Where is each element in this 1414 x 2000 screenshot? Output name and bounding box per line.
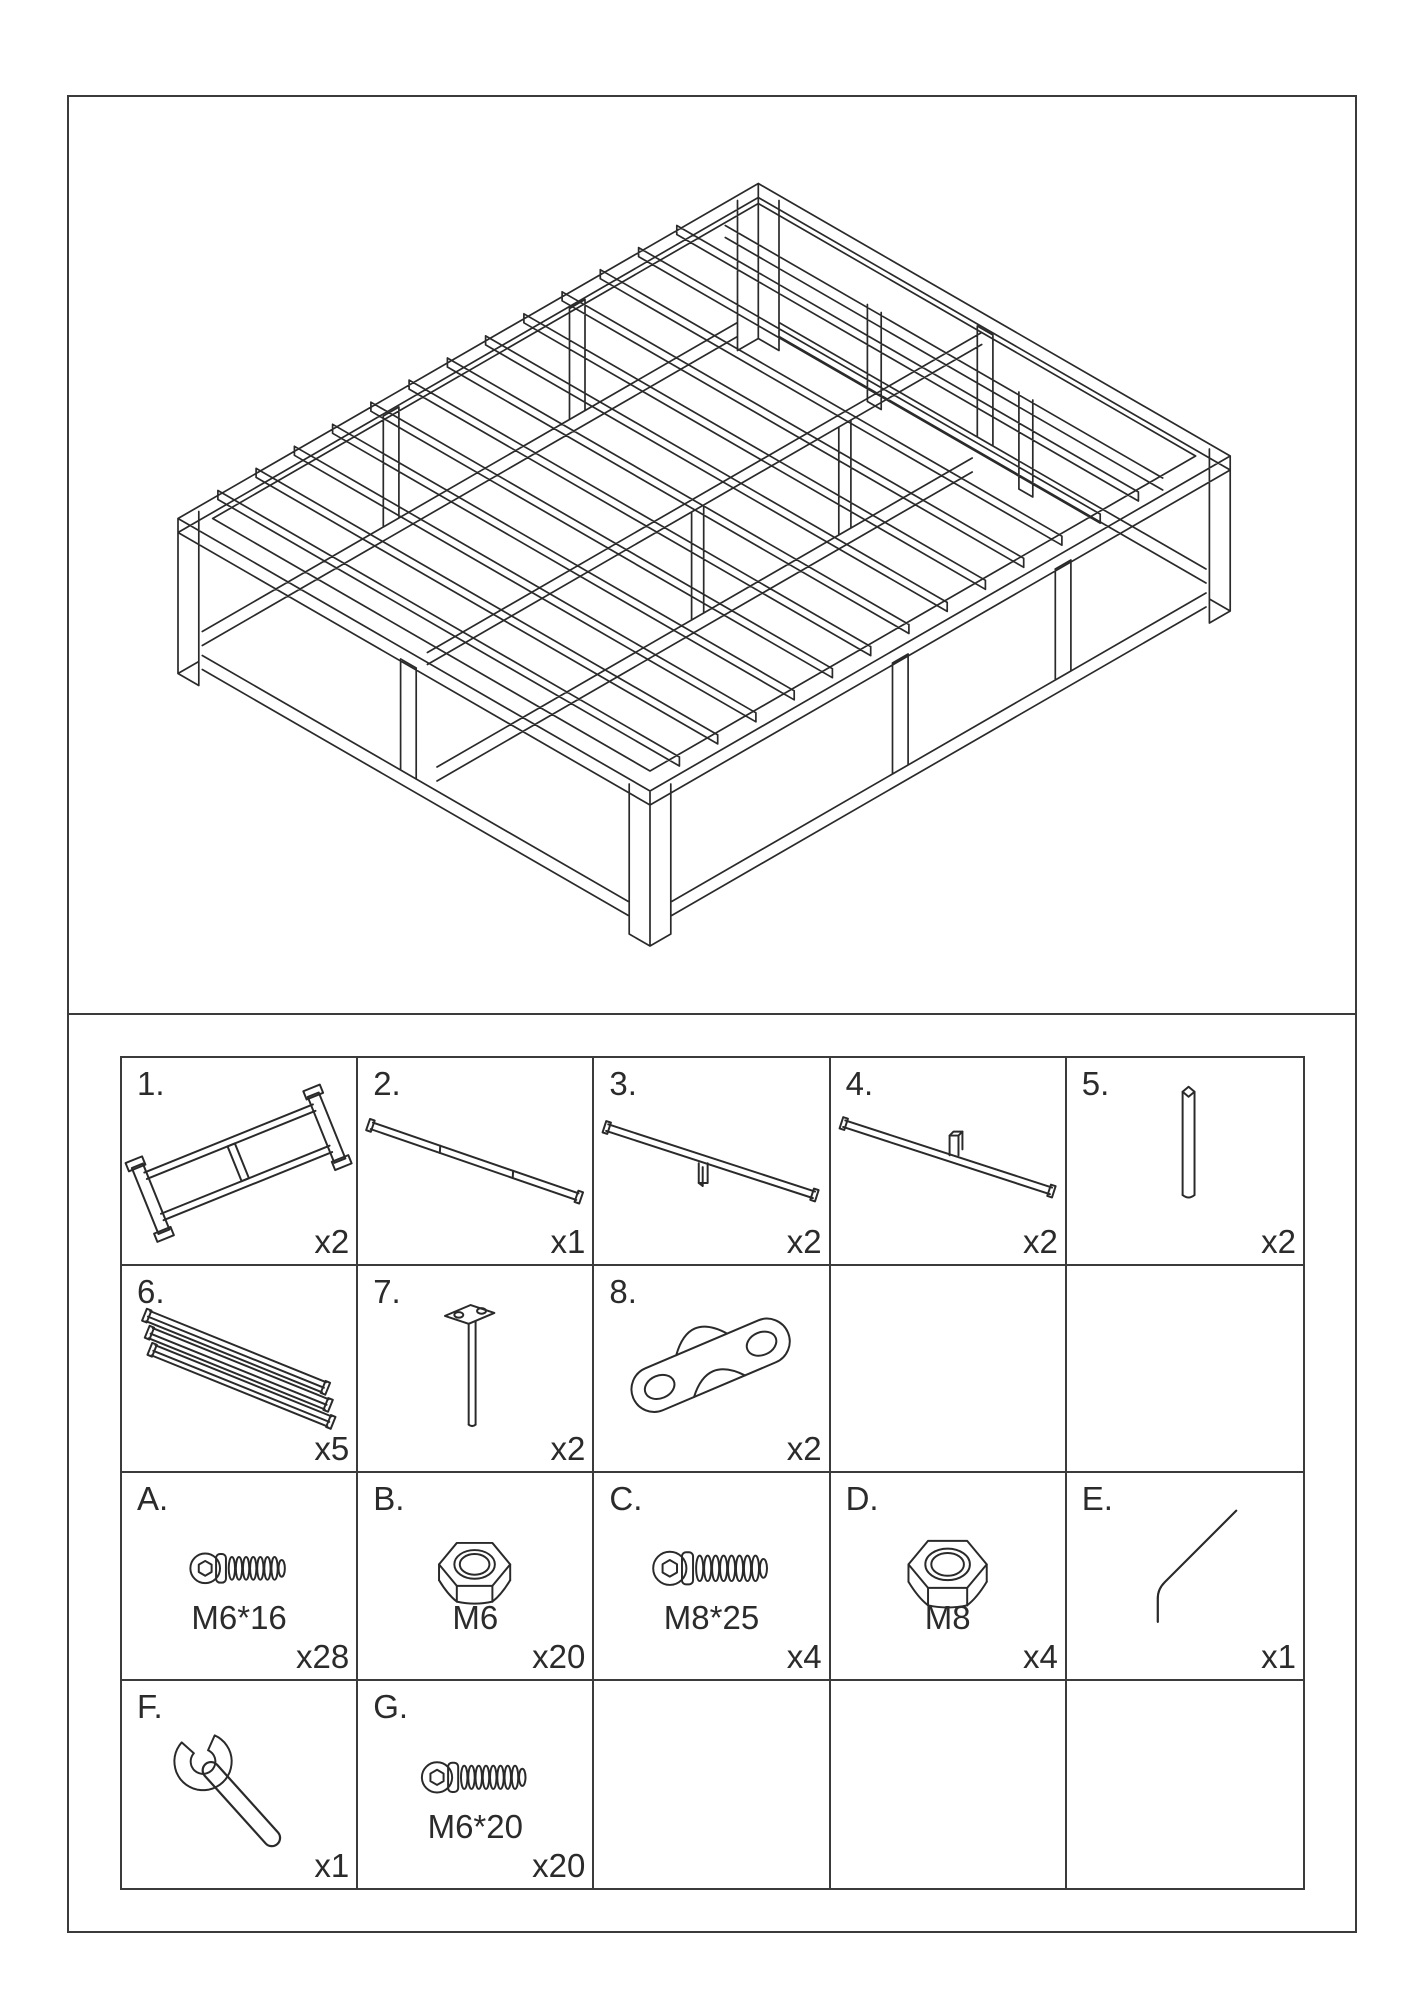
parts-cell-A [122,1473,358,1681]
parts-cell-B [358,1473,594,1681]
part-id: D. [845,1480,879,1517]
part-qty: x20 [532,1637,586,1675]
parts-cell-E [1067,1473,1303,1681]
parts-cell-empty [1067,1266,1303,1474]
part-id: A. [137,1480,169,1517]
part-qty: x2 [550,1430,586,1467]
parts-cell-F [122,1681,358,1889]
part-id: E. [1081,1480,1113,1517]
part-id: 7. [373,1272,401,1310]
part-id: 2. [373,1065,401,1102]
part-qty: x1 [1261,1637,1296,1675]
parts-table [120,1056,1305,1890]
parts-cell-2 [358,1058,594,1266]
part-id: 3. [609,1065,637,1102]
part-spec: M8 [924,1598,971,1636]
part-spec: M6*20 [427,1808,523,1845]
part-id: C. [609,1480,643,1517]
part-id: F. [137,1687,163,1725]
part-qty: x1 [550,1222,586,1260]
part-spec: M6 [452,1598,499,1636]
part-qty: x20 [532,1847,586,1884]
part-id: 4. [845,1065,874,1102]
part-qty: x28 [295,1637,350,1675]
part-spec: M6*16 [191,1598,287,1636]
parts-cell-4 [831,1058,1067,1266]
parts-cell-G [358,1681,594,1889]
parts-cell-empty [1067,1681,1303,1889]
part-id: 5. [1081,1065,1110,1102]
part-qty: x4 [786,1637,822,1675]
parts-cell-6 [122,1266,358,1474]
part-spec: M8*25 [663,1598,760,1636]
part-qty: x2 [1261,1222,1296,1260]
parts-cell-D [831,1473,1067,1681]
part-qty: x5 [314,1430,350,1467]
bed-frame-drawing-path [178,184,1230,947]
parts-cell-1 [122,1058,358,1266]
parts-cell-7 [358,1266,594,1474]
parts-cell-8 [594,1266,830,1474]
part-id: 6. [137,1272,165,1310]
part-id: B. [373,1480,405,1517]
part-qty: x2 [314,1222,350,1260]
parts-panel [69,1015,1355,1931]
part-id: 8. [609,1272,637,1310]
part-id: 1. [137,1065,165,1102]
figure-panel [69,97,1355,1015]
parts-cell-5 [1067,1058,1303,1266]
part-qty: x2 [786,1430,822,1467]
page-frame [67,95,1357,1933]
bed-frame-drawing [69,97,1355,1011]
parts-cell-empty [831,1681,1067,1889]
parts-cell-C [594,1473,830,1681]
parts-cell-3 [594,1058,830,1266]
part-qty: x2 [1022,1222,1058,1260]
part-id: G. [373,1687,409,1725]
part-qty: x2 [786,1222,822,1260]
parts-cell-empty [831,1266,1067,1474]
part-qty: x4 [1022,1637,1058,1675]
part-qty: x1 [314,1847,350,1884]
parts-cell-empty [594,1681,830,1889]
